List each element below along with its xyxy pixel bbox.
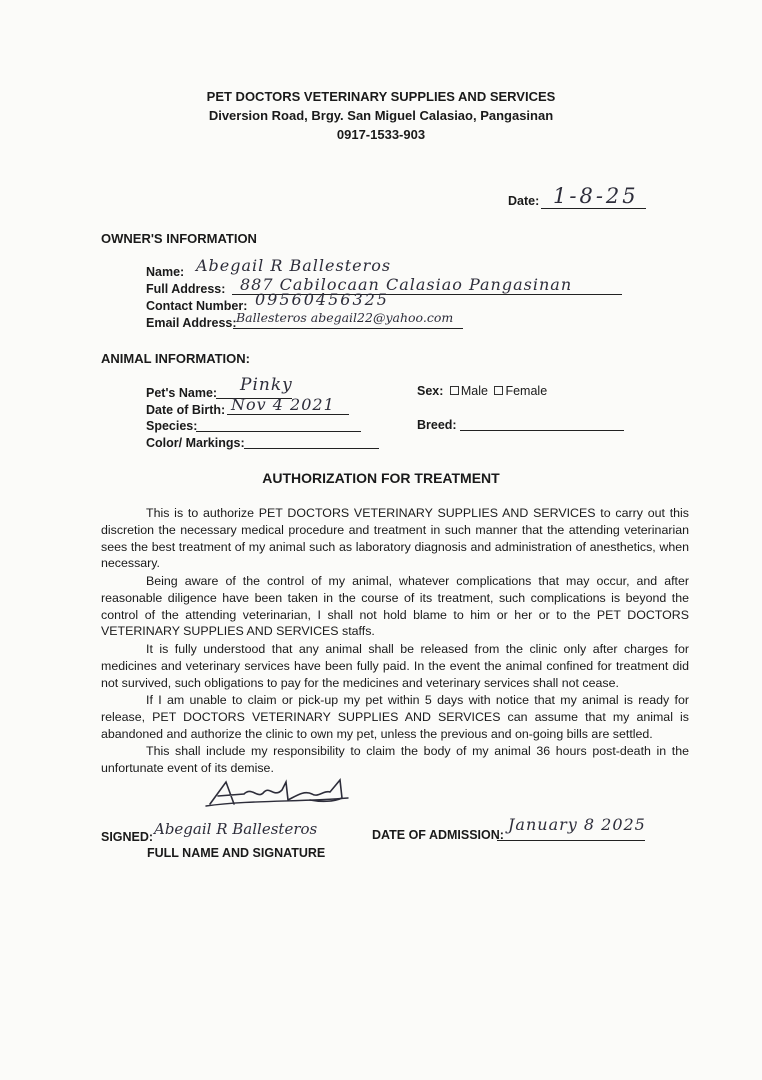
owner-email-line — [233, 328, 463, 329]
pet-name-value: Pinky — [240, 375, 293, 395]
handwritten-signature — [200, 776, 360, 812]
date-label: Date: — [508, 194, 540, 208]
admission-value: January 8 2025 — [508, 815, 646, 834]
business-phone: 0917-1533-903 — [336, 127, 426, 142]
business-name: PET DOCTORS VETERINARY SUPPLIES AND SERVICES — [206, 89, 556, 104]
male-checkbox — [450, 386, 459, 395]
authorization-paragraph-4: If I am unable to claim or pick-up my pet within 5 days with notice that my animal is ready for release, PET DOCTORS VETERINARY SUPPLIES AND SERVICES can assume that my animal is abandoned and authorize the clinic to own my pet, unless the previous and on-going bills are settled. — [101, 693, 689, 741]
breed-line — [460, 430, 624, 431]
color-label: Color/ Markings: — [146, 436, 245, 450]
date-value: 1-8-25 — [553, 184, 639, 208]
sex-field — [417, 384, 547, 398]
owner-contact-label: Contact Number: — [146, 299, 248, 313]
authorization-paragraph-5: This shall include my responsibility to claim the body of my animal 36 hours post-death in the unfortunate event of its demise. — [101, 744, 689, 775]
color-line — [244, 448, 379, 449]
date-line — [541, 208, 646, 209]
authorization-paragraph-3: It is fully understood that any animal shall be released from the clinic only after charges for medicines and veterinary services have been fully paid. In the event the animal confined for treatment did not survived, such obligations to pay for the medicines and veterinary services shall not cease. — [101, 642, 689, 690]
animal-section-title: ANIMAL INFORMATION: — [101, 351, 250, 366]
dob-value: Nov 4 2021 — [231, 395, 335, 414]
pet-name-label: Pet's Name: — [146, 386, 218, 400]
authorization-paragraph-2: Being aware of the control of my animal, whatever complications that may occur, and after reasonable diligence have been taken in the course of its treatment, such complications is beyond the control of the attending veterinarian, I shall not hold blame to him or her or to the PET DOCTORS VETERINARY SUPPLIES AND SERVICES staffs. — [101, 574, 689, 639]
species-label: Species: — [146, 419, 198, 433]
sex-male-option: Male — [460, 384, 488, 398]
owner-address-value: 887 Cabilocaan Calasiao Pangasinan — [240, 275, 573, 294]
admission-label: DATE OF ADMISSION: — [372, 828, 504, 842]
sex-female-option: Female — [505, 384, 548, 398]
signed-name: Abegail R Ballesteros — [154, 820, 318, 838]
owner-email-value: Ballesteros abegail22@yahoo.com — [236, 310, 454, 325]
owner-email-label: Email Address: — [146, 316, 237, 330]
signature-caption: FULL NAME AND SIGNATURE — [147, 846, 326, 860]
owner-name-value: Abegail R Ballesteros — [196, 256, 392, 275]
authorization-title: AUTHORIZATION FOR TREATMENT — [262, 470, 500, 486]
sex-label: Sex: — [417, 384, 444, 398]
business-address: Diversion Road, Brgy. San Miguel Calasiao, Pangasinan — [208, 108, 554, 123]
dob-label: Date of Birth: — [146, 403, 226, 417]
dob-line — [227, 414, 349, 415]
owner-section-title: OWNER'S INFORMATION — [101, 231, 257, 246]
owner-address-label: Full Address: — [146, 282, 226, 296]
authorization-paragraph-1: This is to authorize PET DOCTORS VETERINARY SUPPLIES AND SERVICES to carry out this discretion the necessary medical procedure and treatment in such manner that the attending veterinarian sees the best treatment of my animal such as laboratory diagnosis and administration of anesthetics, when necessary. — [101, 506, 689, 571]
signed-label: SIGNED: — [101, 830, 154, 844]
female-checkbox — [494, 386, 503, 395]
breed-label: Breed: — [417, 418, 457, 432]
owner-name-label: Name: — [146, 265, 185, 279]
admission-line — [497, 840, 645, 841]
species-line — [196, 431, 361, 432]
owner-contact-value: 09560456325 — [255, 290, 389, 309]
